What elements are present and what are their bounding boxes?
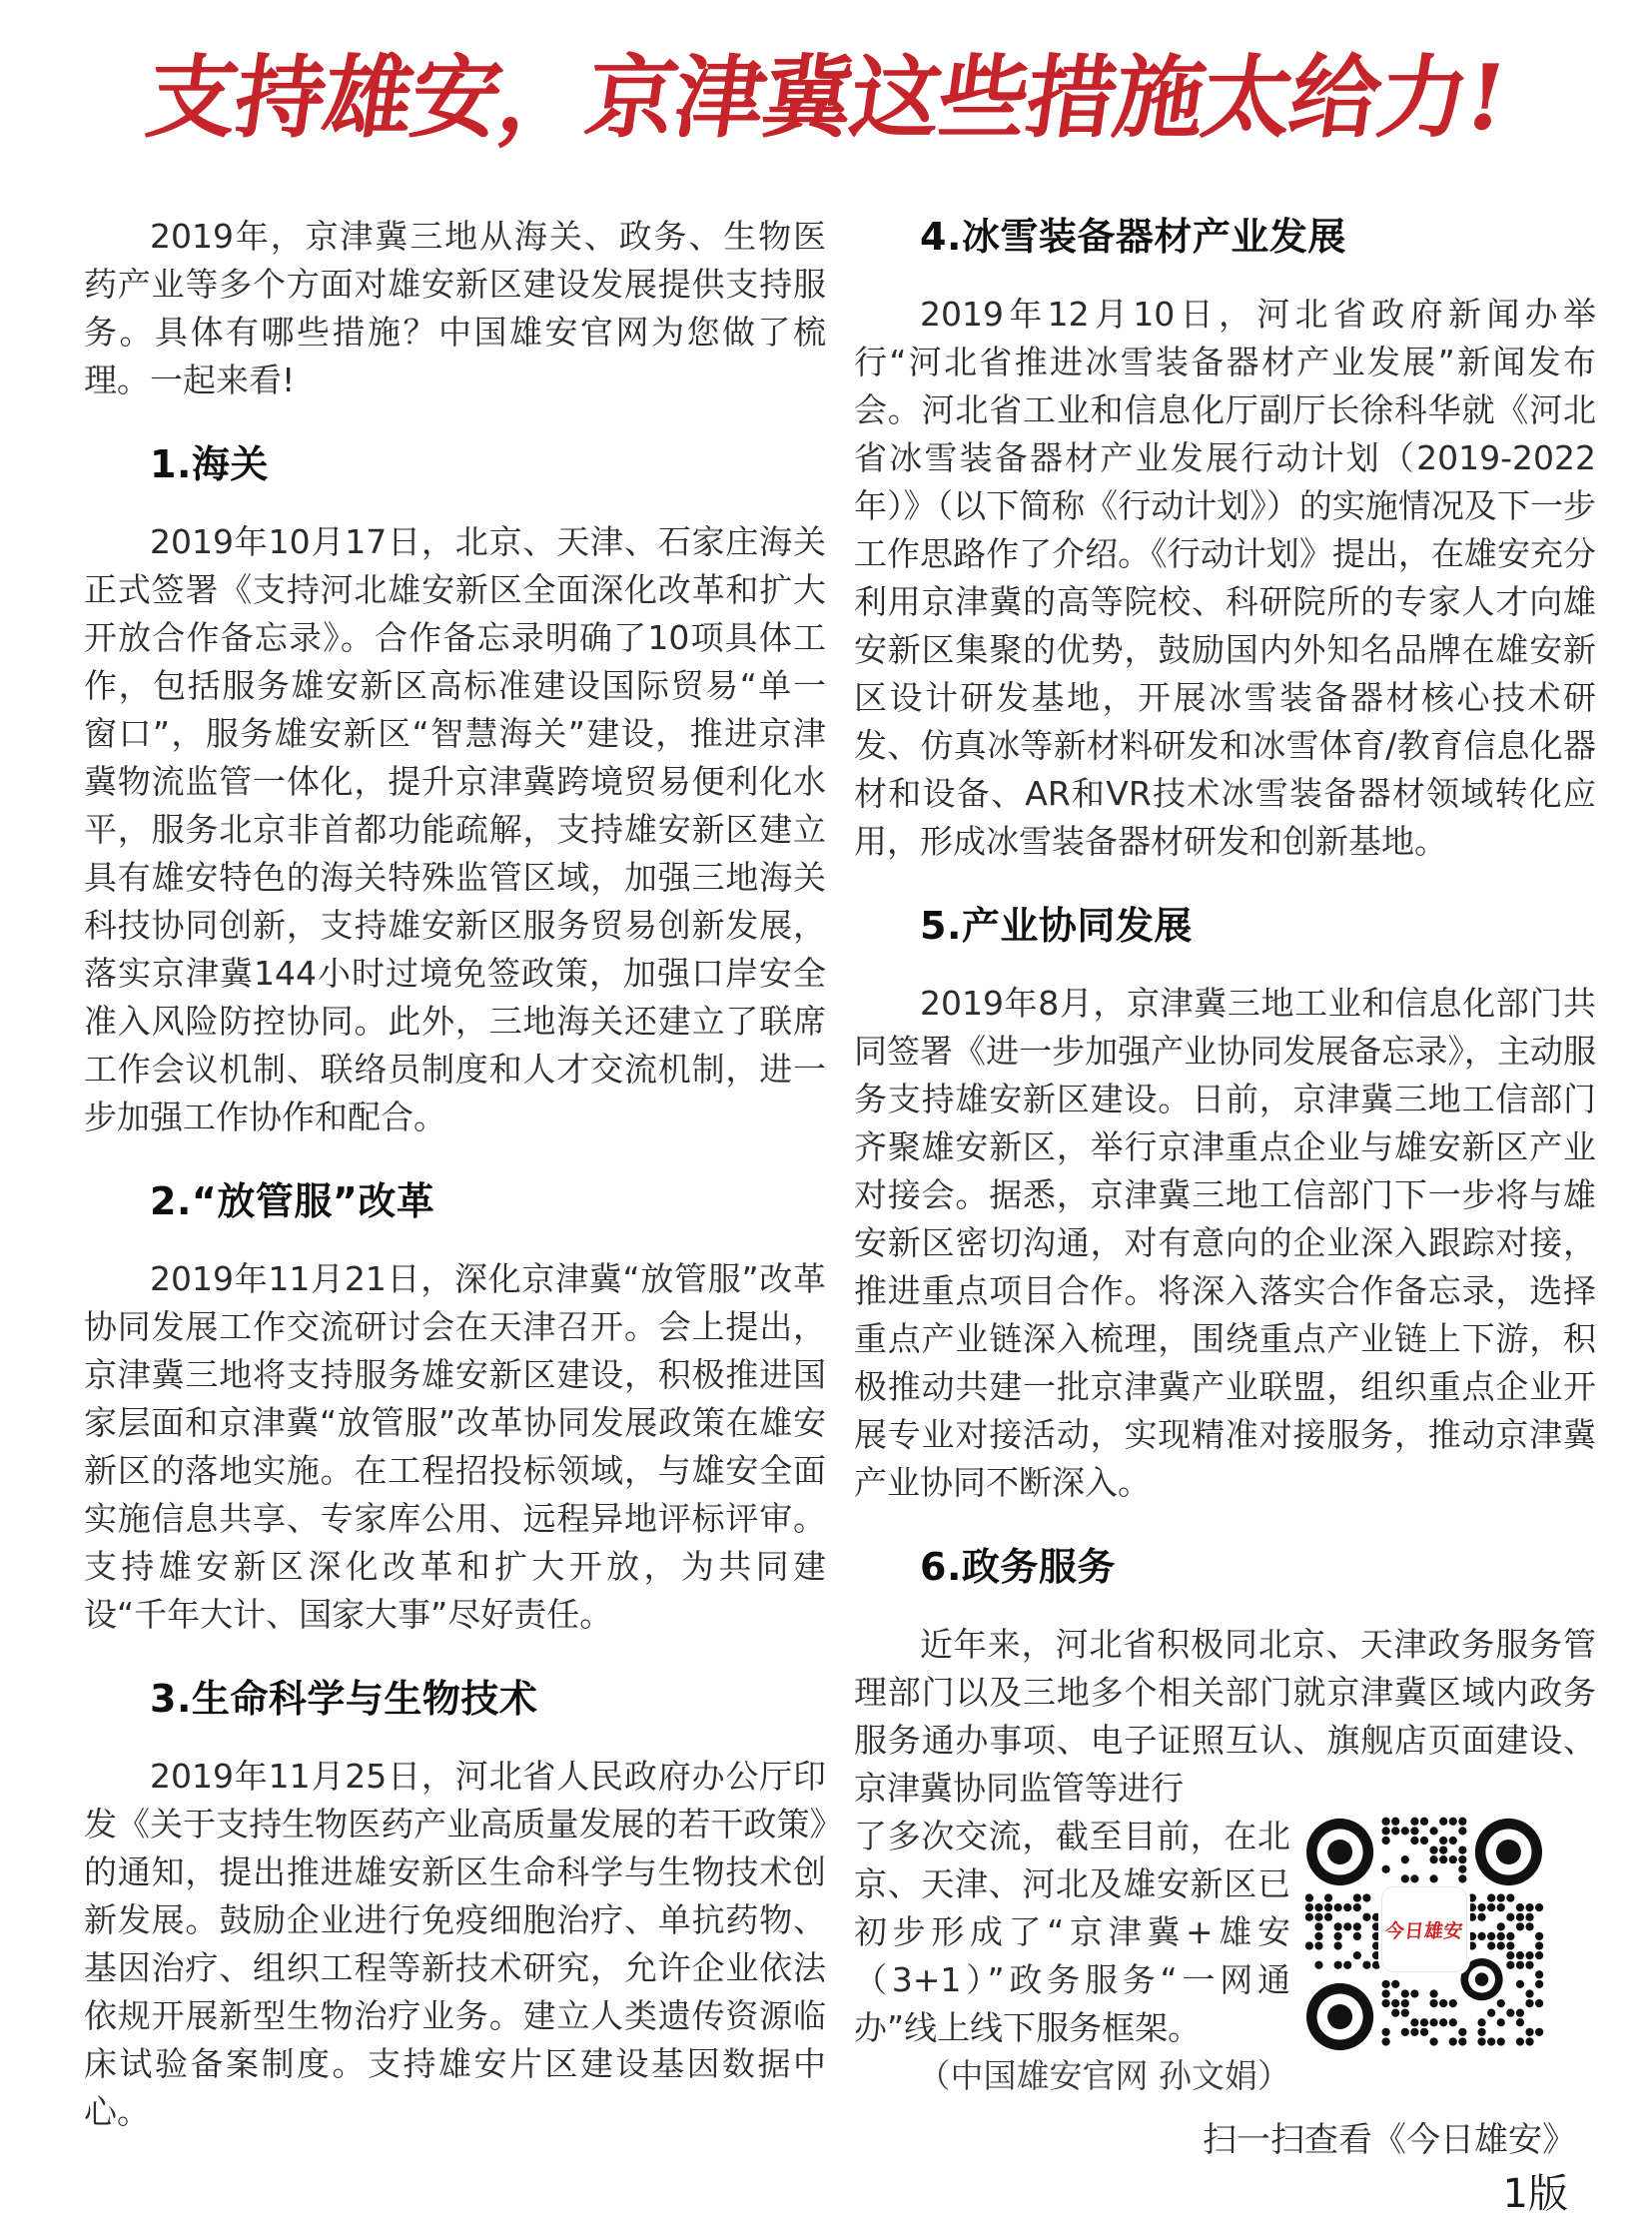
section-1-heading: 1.海关	[150, 442, 269, 486]
section-3-body: 2019年11月25日，河北省人民政府办公厅印发《关于支持生物医药产业高质量发展的若干政策》的通知，提出推进雄安新区生命科学与生物技术创新发展。鼓励企业进行免疫细胞治疗、单抗药物、基因治疗、组织工程等新技术研究，允许企业依法依规开展新型生物治疗业务。建立人类遗传资源临床试验备案制度。支持雄安片区建设基因数据中心。	[84, 1757, 826, 2131]
section-1-body: 2019年10月17日，北京、天津、石家庄海关正式签署《支持河北雄安新区全面深化改革和扩大开放合作备忘录》。合作备忘录明确了10项具体工作，包括服务雄安新区高标准建设国际贸易“单一窗口”，服务雄安新区“智慧海关”建设，推进京津冀物流监管一体化，提升京津冀跨境贸易便利化水平，服务北京非首都功能疏解，支持雄安新区建立具有雄安特色的海关特殊监管区域，加强三地海关科技协同创新，支持雄安新区服务贸易创新发展，落实京津冀144小时过境免签政策，加强口岸安全准入风险防控协同。此外，三地海关还建立了联席工作会议机制、联络员制度和人才交流机制，进一步加强工作协作和配合。	[84, 522, 826, 1136]
qr-caption: 扫一扫查看《今日雄安》	[1203, 2120, 1576, 2160]
qr-center-label: 今日雄安	[1383, 1919, 1464, 1942]
article-columns	[0, 157, 1652, 2218]
headline	[0, 0, 1652, 157]
intro-paragraph: 2019年，京津冀三地从海关、政务、生物医药产业等多个方面对雄安新区建设发展提供支持服务。具体有哪些措施？中国雄安官网为您做了梳理。一起来看!	[84, 217, 826, 399]
section-4-heading: 4.冰雪装备器材产业发展	[920, 215, 1346, 259]
page-title: 支持雄安，京津冀这些措施太给力!	[140, 45, 1512, 151]
right-column	[854, 213, 1596, 2218]
section-5-heading: 5.产业协同发展	[920, 904, 1193, 948]
section-2-body: 2019年11月21日，深化京津冀“放管服”改革协同发展工作交流研讨会在天津召开。会上提出，京津冀三地将支持服务雄安新区建设，积极推进国家层面和京津冀“放管服”改革协同发展政策在雄安新区的落地实施。在工程招投标领域，与雄安全面实施信息共享、专家库公用、远程异地评标评审。支持雄安新区深化改革和扩大开放，为共同建设“千年大计、国家大事”尽好责任。	[84, 1259, 826, 1634]
section-4-body: 2019年12月10日，河北省政府新闻办举行“河北省推进冰雪装备器材产业发展”新闻发布会。河北省工业和信息化厅副厅长徐科华就《河北省冰雪装备器材产业发展行动计划（2019-2022年）》（以下简称《行动计划》）的实施情况及下一步工作思路作了介绍。《行动计划》提出，在雄安充分利用京津冀的高等院校、科研院所的专家人才向雄安新区集聚的优势，鼓励国内外知名品牌在雄安新区设计研发基地，开展冰雪装备器材核心技术研发、仿真冰等新材料研发和冰雪体育/教育信息化器材和设备、AR和VR技术冰雪装备器材领域转化应用，形成冰雪装备器材研发和创新基地。	[854, 295, 1596, 861]
byline: （中国雄安官网 孙文娟）	[917, 2056, 1290, 2095]
page-number: 1版	[1502, 2171, 1568, 2217]
qr-center-logo	[1381, 1886, 1467, 1972]
qr-code	[1304, 1817, 1544, 2052]
section-6-body: 近年来，河北省积极同北京、天津政务服务管理部门以及三地多个相关部门就京津冀区域内政务服务通办事项、电子证照互认、旗舰店页面建设、京津冀协同监管等进行	[854, 1625, 1596, 1808]
section-3-heading: 3.生命科学与生物技术	[150, 1677, 538, 1721]
section-2-heading: 2.“放管服”改革	[150, 1179, 435, 1223]
section-5-body: 2019年8月，京津冀三地工业和信息化部门共同签署《进一步加强产业协同发展备忘录》，主动服务支持雄安新区建设。日前，京津冀三地工信部门齐聚雄安新区，举行京津重点企业与雄安新区产业对接会。据悉，京津冀三地工信部门下一步将与雄安新区密切沟通，对有意向的企业深入跟踪对接，推进重点项目合作。将深入落实合作备忘录，选择重点产业链深入梳理，围绕重点产业链上下游，积极推动共建一批京津冀产业联盟，组织重点企业开展专业对接活动，实现精准对接服务，推动京津冀产业协同不断深入。	[854, 984, 1596, 1502]
section-6-body-continued: 了多次交流，截至目前，在北京、天津、河北及雄安新区已初步形成了“京津冀+雄安（3+1）”政务服务“一网通办”线上线下服务框架。	[854, 1817, 1290, 2047]
qr-text-wrap-area	[854, 1813, 1596, 2218]
left-column	[84, 213, 826, 2136]
section-6-heading: 6.政务服务	[920, 1545, 1116, 1589]
